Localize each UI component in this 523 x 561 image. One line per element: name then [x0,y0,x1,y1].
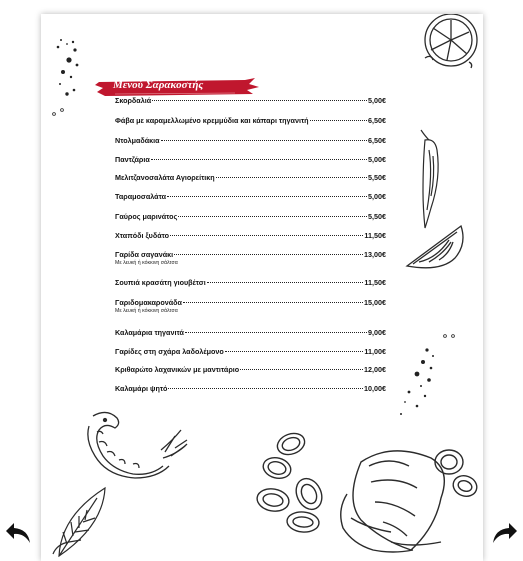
menu-item [115,298,386,315]
menu-item-price: 5,00€ [368,96,386,105]
menu-item [115,231,386,241]
menu-item-name: Φάβα με καραμελλωμένο κρεμμύδια και κάπαρι τηγανιτή [115,116,309,125]
dot-leader [168,388,363,389]
menu-item [115,116,386,126]
menu-item-note: Με λευκή ή κόκκινη σάλτσα [115,260,178,266]
menu-item-price: 12,00€ [364,365,386,374]
menu-item [115,347,386,357]
menu-item-price: 13,00€ [364,250,386,259]
menu-item-name: Γαρίδα σαγανάκι [115,250,174,259]
calamari-rings-illustration [251,422,483,561]
menu-item-name: Καλαμάρια τηγανιτά [115,328,184,337]
menu-item-price: 5,00€ [368,192,386,201]
dot-leader [174,254,363,255]
menu-page [41,14,483,561]
dot-leader [151,159,367,160]
menu-item [115,192,386,202]
menu-item-price: 11,50€ [364,278,386,287]
menu-item-name: Ντολμαδάκια [115,136,160,145]
menu-item-price: 15,00€ [364,298,386,307]
spice-dots-decoration [49,32,89,122]
menu-item-name: Ταραμοσαλάτα [115,192,167,201]
menu-item-price: 11,00€ [364,347,386,356]
menu-item [115,365,386,375]
menu-item-price: 5,50€ [368,173,386,182]
chili-pepper-illustration [415,126,443,230]
dot-leader [225,351,364,352]
dot-leader [185,332,367,333]
dot-leader [207,282,364,283]
menu-item-price: 5,00€ [368,155,386,164]
menu-item-name: Σουπιά κρασάτη γιουβέτσι [115,278,206,287]
menu-item [115,155,386,165]
dot-leader [167,196,367,197]
menu-item-name: Γαριδομακαρονάδα [115,298,182,307]
dot-leader [216,177,367,178]
menu-title: Μενού Σαρακοστής [113,79,204,91]
arrow-forward-icon[interactable] [489,519,519,547]
menu-item-price: 9,00€ [368,328,386,337]
lemon-wedge-illustration [403,222,467,272]
dot-leader [178,216,367,217]
arrow-back-icon[interactable] [4,519,34,547]
menu-item-price: 6,50€ [368,116,386,125]
menu-item [115,278,386,288]
menu-item-price: 11,50€ [364,231,386,240]
menu-item-name: Χταπόδι ξυδάτο [115,231,170,240]
menu-item-name: Γαρίδες στη σχάρα λαδολέμονο [115,347,224,356]
leaf-illustration [51,484,111,560]
menu-item [115,212,386,222]
menu-item-price: 5,50€ [368,212,386,221]
lemon-slice-illustration [417,14,483,78]
dot-leader [310,120,367,121]
menu-item [115,136,386,146]
menu-item-price: 6,50€ [368,136,386,145]
menu-item-name: Κριθαρώτο λαχανικών με μαντιτάριο [115,365,240,374]
menu-item-name: Γαύρος μαρινάτος [115,212,178,221]
menu-item [115,250,386,267]
dot-leader [170,235,363,236]
menu-item [115,96,386,106]
menu-item [115,384,386,394]
menu-item-price: 10,00€ [364,384,386,393]
shrimp-illustration [79,406,191,482]
menu-item [115,328,386,338]
menu-item-name: Καλαμάρι ψητό [115,384,168,393]
menu-item-name: Σκορδαλιά [115,96,152,105]
pepper-dots-decoration [397,330,457,420]
dot-leader [240,369,363,370]
menu-item-note: Με λευκή ή κόκκινη σάλτσα [115,308,178,314]
menu-item [115,173,386,183]
menu-item-name: Μελιτζανοσαλάτα Αγιορείτικη [115,173,215,182]
menu-item-name: Παντζάρια [115,155,150,164]
dot-leader [183,302,363,303]
dot-leader [161,140,367,141]
dot-leader [152,100,367,101]
